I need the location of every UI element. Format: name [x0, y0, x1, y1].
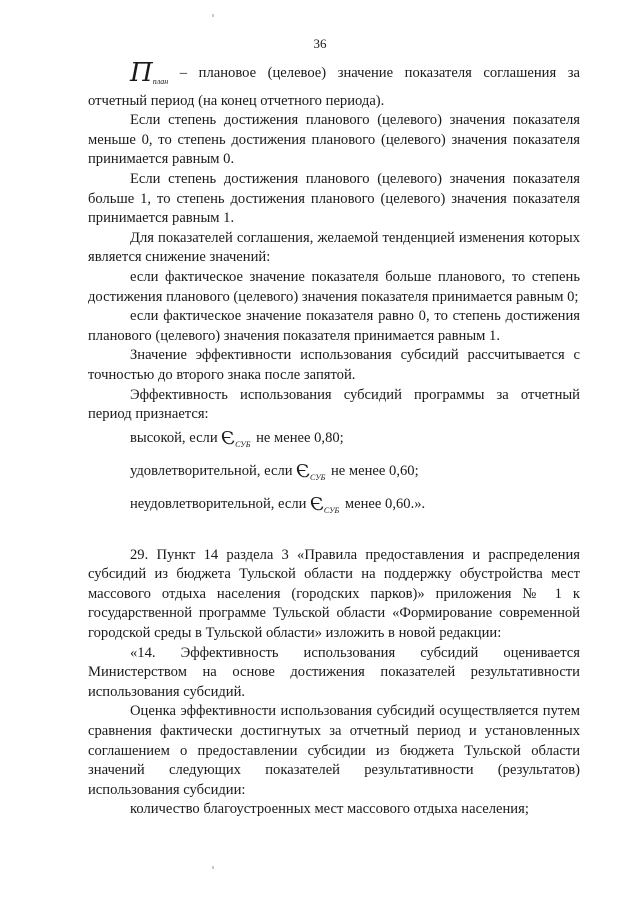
paragraph: «14. Эффективность использования субсидий оценивается Министерством на основе достижения показателей результативности использования субсидий. [88, 644, 580, 700]
paragraph: количество благоустроенных мест массового отдыха населения; [130, 801, 529, 818]
criterion-high [88, 425, 580, 458]
criterion-unsatisfactory [88, 491, 580, 524]
paragraph: Эффективность использования субсидий программы за отчетный период признается: [88, 386, 580, 423]
criterion-value: менее 0,60.». [341, 495, 426, 512]
efficiency-subscript: СУБ [309, 472, 326, 482]
paragraph: если фактическое значение показателя больше планового, то степень достижения планового (целевого) значения показателя принимается равным 0; [88, 268, 580, 305]
paragraph: Если степень достижения планового (целевого) значения показателя больше 1, то степень достижения планового (целевого) значения показателя принимается равным 1. [88, 170, 580, 227]
criterion-satisfactory [88, 458, 580, 491]
paragraph: Для показателей соглашения, желаемой тенденцией изменения которых является снижение значений: [88, 229, 580, 266]
paragraph: 29. Пункт 14 раздела 3 «Правила предоставления и распределения субсидий из бюджета Тульской области на поддержку обустройства мест массового отдыха населения (городских парков)» приложения № 1 к государственной программе Тульской области «Формирование современной городской среды в Тульской области» изложить в новой редакции: [88, 546, 580, 642]
formula-symbol: П [130, 58, 153, 88]
scan-speck [212, 14, 214, 17]
paragraph: Если степень достижения планового (целевого) значения показателя меньше 0, то степень достижения планового (целевого) значения показателя принимается равным 0. [88, 112, 580, 168]
page-content [88, 58, 580, 820]
criterion-value: не менее 0,60; [327, 462, 419, 479]
criterion-label: неудовлетворительной, если [130, 495, 311, 512]
criterion-label: высокой, если [130, 429, 222, 446]
efficiency-subscript: СУБ [235, 439, 251, 449]
efficiency-symbol: Э [221, 427, 236, 449]
scan-speck [212, 866, 214, 869]
paragraph: Значение эффективности использования субсидий рассчитывается с точностью до второго знака после запятой. [88, 347, 580, 383]
efficiency-symbol: Э [296, 460, 310, 482]
formula-definition [88, 58, 580, 111]
paragraph: если фактическое значение показателя равно 0, то степень достижения планового (целевого) значения показателя принимается равным 1. [88, 308, 580, 344]
formula-definition-text: – плановое (целевое) значение показателя соглашения за отчетный период (на конец отчетного периода). [88, 65, 580, 109]
criterion-label: удовлетворительной, если [130, 462, 297, 479]
paragraph: Оценка эффективности использования субсидий осуществляется путем сравнения фактически достигнутых за отчетный период и установленных соглашением о предоставлении субсидии из бюджета Тульской области значений следующих показателей результативности (результатов) использования субсидии: [88, 703, 580, 798]
efficiency-symbol: Э [310, 493, 324, 515]
efficiency-subscript: СУБ [323, 505, 340, 515]
formula-subscript: план [152, 77, 169, 86]
page-number: 36 [313, 36, 327, 51]
criterion-value: не менее 0,80; [252, 429, 344, 446]
